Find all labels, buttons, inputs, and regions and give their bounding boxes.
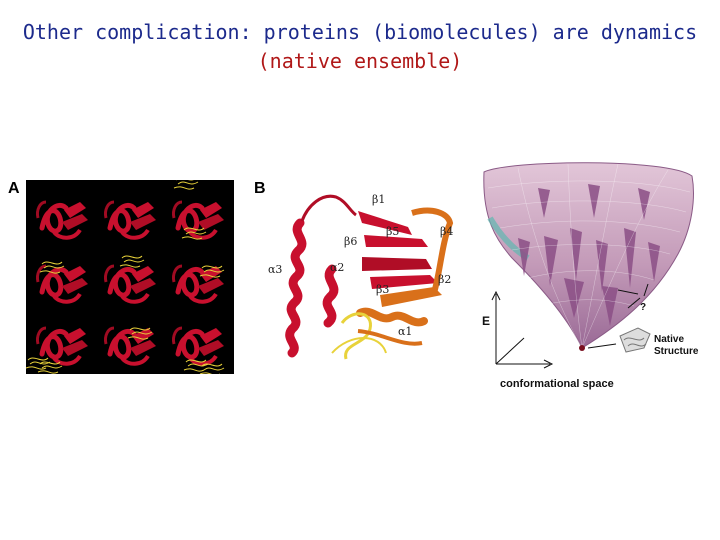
panel-b-ribbon-structure: [262, 183, 462, 373]
panel-a-ensemble-grid: [26, 180, 234, 374]
label-alpha3: α3: [268, 263, 283, 276]
title-line-2: (native ensemble): [257, 49, 463, 73]
ribbon-diagram: [262, 183, 462, 373]
label-alpha2: α2: [330, 261, 345, 274]
panel-c-energy-landscape: [478, 158, 710, 398]
native-label-line2: Structure: [654, 346, 699, 357]
title-line-1: Other complication: proteins (biomolecules) are dynamics: [22, 20, 698, 44]
label-alpha1: α1: [398, 325, 413, 338]
slide-title: [0, 18, 720, 76]
label-beta5: β5: [386, 225, 400, 238]
label-beta3: β3: [376, 283, 390, 296]
native-label-line1: Native: [654, 334, 685, 345]
folding-funnel-image: [478, 158, 710, 398]
axis-e-label: E: [482, 314, 491, 328]
axis-conformational-space-label: conformational space: [500, 378, 614, 390]
label-beta4: β4: [440, 225, 454, 238]
label-beta1: β1: [372, 193, 386, 206]
grid-cells: [26, 180, 224, 374]
question-mark: ?: [640, 302, 647, 313]
label-beta2: β2: [438, 273, 452, 286]
panel-a-label: A: [8, 180, 20, 197]
label-beta6: β6: [344, 235, 358, 248]
panel-b-label: B: [254, 180, 266, 197]
ensemble-grid-image: [26, 180, 234, 374]
